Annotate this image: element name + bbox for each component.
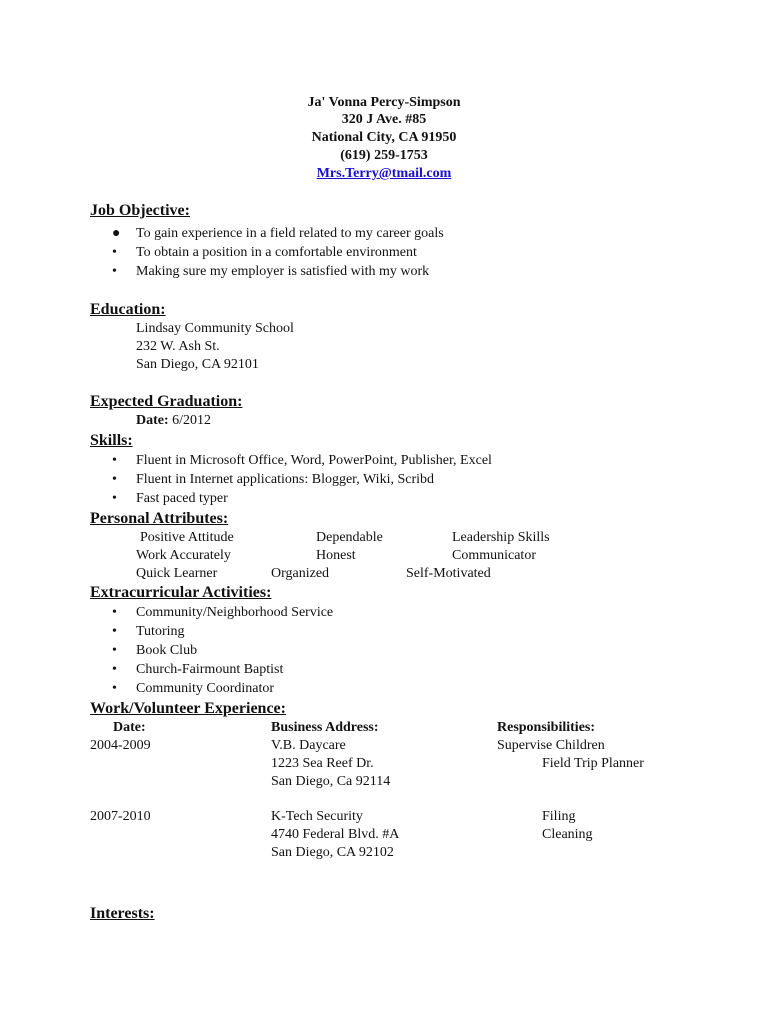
list-item (112, 225, 120, 243)
bullet-icon: • (112, 643, 117, 658)
bullet-icon: • (112, 472, 117, 487)
attribute: Organized (271, 566, 330, 581)
bullet-icon: • (112, 453, 117, 468)
bullet-icon: • (112, 264, 117, 279)
job-address-line: 4740 Federal Blvd. #A (271, 827, 400, 842)
attribute: Self-Motivated (406, 566, 491, 581)
activity-item: Book Club (136, 643, 198, 658)
bullet-icon: • (112, 491, 117, 506)
activities-heading: Extracurricular Activities: (90, 584, 272, 601)
activity-item: Tutoring (136, 624, 185, 639)
attribute: Work Accurately (136, 548, 231, 563)
job-responsibility: Field Trip Planner (542, 756, 644, 771)
bullet-icon: • (112, 624, 117, 639)
job-responsibility: Supervise Children (497, 738, 605, 753)
bullet-icon: • (112, 605, 117, 620)
address-street: 320 J Ave. #85 (341, 112, 427, 127)
bullet-icon: • (112, 681, 117, 696)
school-city: San Diego, CA 92101 (136, 357, 259, 372)
attribute: Dependable (316, 530, 383, 545)
attribute: Communicator (452, 548, 536, 563)
bullet-icon: ● (112, 226, 121, 241)
date-value: 6/2012 (168, 413, 212, 428)
work-heading: Work/Volunteer Experience: (90, 700, 286, 717)
skill-item: Fluent in Microsoft Office, Word, PowerPoint, Publisher, Excel (136, 453, 492, 468)
objective-item: To obtain a position in a comfortable environment (136, 245, 417, 260)
job-date: 2007-2010 (90, 809, 151, 824)
activity-item: Community Coordinator (136, 681, 275, 696)
attributes-heading: Personal Attributes: (90, 510, 229, 527)
attribute: Honest (316, 548, 356, 563)
graduation-date (136, 412, 211, 430)
date-label: Date: (136, 413, 169, 428)
attribute: Quick Learner (136, 566, 218, 581)
attribute: Leadership Skills (452, 530, 550, 545)
school-name: Lindsay Community School (136, 321, 294, 336)
objective-item: To gain experience in a field related to my career goals (136, 226, 444, 241)
phone-number: (619) 259-1753 (340, 148, 428, 163)
activity-item: Community/Neighborhood Service (136, 605, 334, 620)
interests-heading: Interests: (90, 905, 155, 922)
work-date-header: Date: (113, 720, 146, 735)
email-row (0, 165, 768, 183)
job-address-line: San Diego, CA 92102 (271, 845, 394, 860)
bullet-icon: • (112, 662, 117, 677)
job-address-line: San Diego, Ca 92114 (271, 774, 391, 789)
attribute: Positive Attitude (140, 530, 234, 545)
graduation-heading: Expected Graduation: (90, 393, 243, 410)
address-city: National City, CA 91950 (311, 130, 457, 145)
job-address-line: V.B. Daycare (271, 738, 346, 753)
job-date: 2004-2009 (90, 738, 151, 753)
job-responsibility: Cleaning (542, 827, 593, 842)
job-address-line: 1223 Sea Reef Dr. (271, 756, 374, 771)
job-address-line: K-Tech Security (271, 809, 363, 824)
job-objective-heading: Job Objective: (90, 202, 190, 219)
work-address-header: Business Address: (271, 720, 379, 735)
school-street: 232 W. Ash St. (136, 339, 220, 354)
skills-heading: Skills: (90, 432, 133, 449)
bullet-icon: • (112, 245, 117, 260)
objective-item: Making sure my employer is satisfied with my work (136, 264, 430, 279)
education-heading: Education: (90, 301, 166, 318)
job-responsibility: Filing (542, 809, 576, 824)
resume-name: Ja' Vonna Percy-Simpson (307, 95, 461, 110)
skill-item: Fast paced typer (136, 491, 228, 506)
work-resp-header: Responsibilities: (497, 720, 596, 735)
activity-item: Church-Fairmount Baptist (136, 662, 284, 677)
skill-item: Fluent in Internet applications: Blogger, Wiki, Scribd (136, 472, 435, 487)
email-link[interactable]: Mrs.Terry@tmail.com (316, 166, 452, 181)
